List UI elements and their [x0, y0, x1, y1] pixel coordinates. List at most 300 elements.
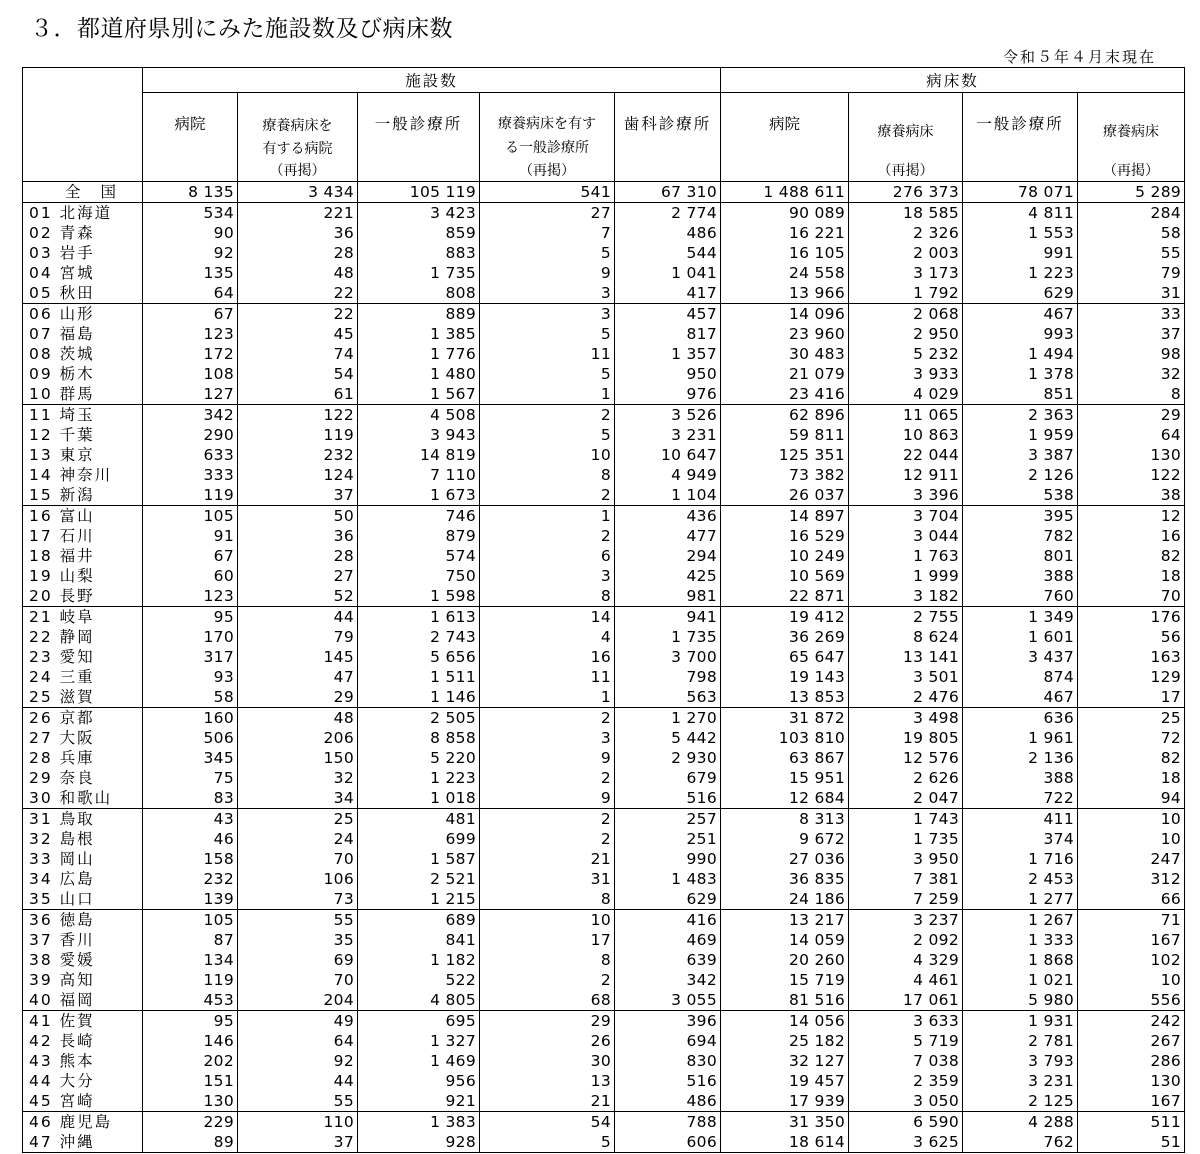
value-cell: 37: [238, 485, 358, 506]
value-cell: 879: [358, 526, 480, 546]
table-row: [23, 990, 1185, 1011]
value-cell: 516: [615, 788, 721, 809]
value-cell: 1 021: [963, 970, 1078, 990]
value-cell: 2: [480, 768, 615, 788]
value-cell: 9: [480, 748, 615, 768]
prefecture-cell: 08 茨城: [23, 344, 143, 364]
header-ltc-clinic: 療養病床を有す る一般診療所 （再掲）: [480, 93, 615, 182]
value-cell: 3 396: [849, 485, 963, 506]
value-cell: 5 980: [963, 990, 1078, 1011]
value-cell: 10: [480, 910, 615, 931]
value-cell: 2 125: [963, 1091, 1078, 1112]
table-row: [23, 809, 1185, 830]
value-cell: 102: [1078, 950, 1185, 970]
value-cell: 13 141: [849, 647, 963, 667]
value-cell: 79: [238, 627, 358, 647]
value-cell: 170: [143, 627, 238, 647]
value-cell: 2 950: [849, 324, 963, 344]
table-row: [23, 566, 1185, 586]
value-cell: 417: [615, 283, 721, 304]
value-cell: 3 793: [963, 1051, 1078, 1071]
table-row: [23, 425, 1185, 445]
value-cell: 1 469: [358, 1051, 480, 1071]
value-cell: 119: [238, 425, 358, 445]
value-cell: 30: [480, 1051, 615, 1071]
value-cell: 345: [143, 748, 238, 768]
prefecture-cell: 40 福岡: [23, 990, 143, 1011]
value-cell: 3: [480, 728, 615, 748]
value-cell: 90 089: [721, 203, 849, 224]
value-cell: 3 387: [963, 445, 1078, 465]
table-row: [23, 485, 1185, 506]
value-cell: 2 092: [849, 930, 963, 950]
value-cell: 469: [615, 930, 721, 950]
value-cell: 1 041: [615, 263, 721, 283]
value-cell: 11 065: [849, 405, 963, 426]
value-cell: 72: [1078, 728, 1185, 748]
prefecture-cell: 35 山口: [23, 889, 143, 910]
value-cell: 68: [480, 990, 615, 1011]
value-cell: 63 867: [721, 748, 849, 768]
value-cell: 2 476: [849, 687, 963, 708]
value-cell: 10 249: [721, 546, 849, 566]
value-cell: 486: [615, 223, 721, 243]
value-cell: 629: [963, 283, 1078, 304]
value-cell: 21 079: [721, 364, 849, 384]
prefecture-cell: 41 佐賀: [23, 1011, 143, 1032]
table-row: [23, 647, 1185, 667]
value-cell: 47: [238, 667, 358, 687]
table-row: [23, 1112, 1185, 1133]
value-cell: 3 434: [238, 182, 358, 203]
table-row: [23, 627, 1185, 647]
value-cell: 73: [238, 889, 358, 910]
value-cell: 534: [143, 203, 238, 224]
prefecture-cell: 10 群馬: [23, 384, 143, 405]
value-cell: 55: [1078, 243, 1185, 263]
value-cell: 2: [480, 526, 615, 546]
value-cell: 388: [963, 566, 1078, 586]
value-cell: 2 126: [963, 465, 1078, 485]
value-cell: 19 457: [721, 1071, 849, 1091]
value-cell: 25: [238, 809, 358, 830]
value-cell: 36: [238, 526, 358, 546]
value-cell: 1 601: [963, 627, 1078, 647]
value-cell: 56: [1078, 627, 1185, 647]
value-cell: 60: [143, 566, 238, 586]
value-cell: 874: [963, 667, 1078, 687]
value-cell: 1 223: [963, 263, 1078, 283]
table-row: [23, 728, 1185, 748]
value-cell: 993: [963, 324, 1078, 344]
value-cell: 64: [1078, 425, 1185, 445]
value-cell: 2 326: [849, 223, 963, 243]
prefecture-cell: 12 千葉: [23, 425, 143, 445]
value-cell: 388: [963, 768, 1078, 788]
value-cell: 158: [143, 849, 238, 869]
value-cell: 1 104: [615, 485, 721, 506]
prefecture-cell: 03 岩手: [23, 243, 143, 263]
value-cell: 221: [238, 203, 358, 224]
value-cell: 3: [480, 304, 615, 325]
header-facilities: 施設数: [143, 68, 721, 93]
value-cell: 5 289: [1078, 182, 1185, 203]
value-cell: 67: [143, 304, 238, 325]
table-row: [23, 445, 1185, 465]
value-cell: 1 792: [849, 283, 963, 304]
value-cell: 4 508: [358, 405, 480, 426]
table-row: [23, 405, 1185, 426]
value-cell: 3 933: [849, 364, 963, 384]
value-cell: 8: [480, 586, 615, 607]
value-cell: 12 911: [849, 465, 963, 485]
value-cell: 2: [480, 708, 615, 729]
value-cell: 4 288: [963, 1112, 1078, 1133]
value-cell: 25 182: [721, 1031, 849, 1051]
value-cell: 1 587: [358, 849, 480, 869]
value-cell: 139: [143, 889, 238, 910]
value-cell: 70: [238, 970, 358, 990]
value-cell: 956: [358, 1071, 480, 1091]
value-cell: 13 853: [721, 687, 849, 708]
value-cell: 30 483: [721, 344, 849, 364]
value-cell: 64: [143, 283, 238, 304]
value-cell: 457: [615, 304, 721, 325]
table-row: [23, 1071, 1185, 1091]
value-cell: 119: [143, 970, 238, 990]
value-cell: 123: [143, 586, 238, 607]
value-cell: 574: [358, 546, 480, 566]
value-cell: 10: [1078, 970, 1185, 990]
prefecture-cell: 15 新潟: [23, 485, 143, 506]
table-row: [23, 687, 1185, 708]
value-cell: 8: [480, 950, 615, 970]
value-cell: 87: [143, 930, 238, 950]
value-cell: 37: [1078, 324, 1185, 344]
value-cell: 11: [480, 344, 615, 364]
value-cell: 8 135: [143, 182, 238, 203]
value-cell: 58: [1078, 223, 1185, 243]
value-cell: 481: [358, 809, 480, 830]
value-cell: 18 614: [721, 1132, 849, 1153]
value-cell: 119: [143, 485, 238, 506]
value-cell: 35: [238, 930, 358, 950]
table-row: [23, 586, 1185, 607]
value-cell: 1 553: [963, 223, 1078, 243]
value-cell: 1 999: [849, 566, 963, 586]
value-cell: 798: [615, 667, 721, 687]
value-cell: 538: [963, 485, 1078, 506]
prefecture-cell: 36 徳島: [23, 910, 143, 931]
prefecture-cell: 16 富山: [23, 506, 143, 527]
value-cell: 14 897: [721, 506, 849, 527]
value-cell: 1 776: [358, 344, 480, 364]
value-cell: 229: [143, 1112, 238, 1133]
value-cell: 312: [1078, 869, 1185, 889]
value-cell: 859: [358, 223, 480, 243]
prefecture-cell: 06 山形: [23, 304, 143, 325]
value-cell: 31 350: [721, 1112, 849, 1133]
value-cell: 10 863: [849, 425, 963, 445]
value-cell: 3 044: [849, 526, 963, 546]
value-cell: 54: [480, 1112, 615, 1133]
value-cell: 32: [1078, 364, 1185, 384]
value-cell: 167: [1078, 930, 1185, 950]
value-cell: 1 511: [358, 667, 480, 687]
value-cell: 782: [963, 526, 1078, 546]
prefecture-cell: 25 滋賀: [23, 687, 143, 708]
value-cell: 2 136: [963, 748, 1078, 768]
value-cell: 54: [238, 364, 358, 384]
value-cell: 976: [615, 384, 721, 405]
table-row: [23, 364, 1185, 384]
value-cell: 49: [238, 1011, 358, 1032]
value-cell: 29: [480, 1011, 615, 1032]
prefecture-cell: 33 岡山: [23, 849, 143, 869]
value-cell: 3 237: [849, 910, 963, 931]
value-cell: 13 966: [721, 283, 849, 304]
value-cell: 44: [238, 1071, 358, 1091]
value-cell: 606: [615, 1132, 721, 1153]
value-cell: 163: [1078, 647, 1185, 667]
value-cell: 129: [1078, 667, 1185, 687]
table-row: [23, 829, 1185, 849]
value-cell: 146: [143, 1031, 238, 1051]
value-cell: 26 037: [721, 485, 849, 506]
prefecture-cell: 32 島根: [23, 829, 143, 849]
value-cell: 2 930: [615, 748, 721, 768]
value-cell: 981: [615, 586, 721, 607]
value-cell: 1 277: [963, 889, 1078, 910]
value-cell: 45: [238, 324, 358, 344]
value-cell: 3 437: [963, 647, 1078, 667]
facility-bed-table: [22, 67, 1185, 1153]
value-cell: 17: [480, 930, 615, 950]
value-cell: 1 480: [358, 364, 480, 384]
value-cell: 29: [238, 687, 358, 708]
value-cell: 123: [143, 324, 238, 344]
value-cell: 486: [615, 1091, 721, 1112]
value-cell: 436: [615, 506, 721, 527]
value-cell: 3 173: [849, 263, 963, 283]
value-cell: 122: [238, 405, 358, 426]
value-cell: 22: [238, 304, 358, 325]
value-cell: 9 672: [721, 829, 849, 849]
value-cell: 78 071: [963, 182, 1078, 203]
value-cell: 5 719: [849, 1031, 963, 1051]
value-cell: 21: [480, 1091, 615, 1112]
header-bed-clinic-ltc: 療養病床 （再掲）: [1078, 93, 1185, 182]
table-row: [23, 243, 1185, 263]
value-cell: 206: [238, 728, 358, 748]
value-cell: 27: [480, 203, 615, 224]
value-cell: 284: [1078, 203, 1185, 224]
value-cell: 55: [238, 1091, 358, 1112]
value-cell: 3 625: [849, 1132, 963, 1153]
value-cell: 1 673: [358, 485, 480, 506]
header-bed-hospital: 病院: [721, 93, 849, 182]
value-cell: 108: [143, 364, 238, 384]
value-cell: 19 412: [721, 607, 849, 628]
value-cell: 167: [1078, 1091, 1185, 1112]
value-cell: 27: [238, 566, 358, 586]
value-cell: 851: [963, 384, 1078, 405]
value-cell: 808: [358, 283, 480, 304]
value-cell: 3 943: [358, 425, 480, 445]
value-cell: 317: [143, 647, 238, 667]
value-cell: 990: [615, 849, 721, 869]
value-cell: 8 624: [849, 627, 963, 647]
prefecture-cell: 39 高知: [23, 970, 143, 990]
value-cell: 563: [615, 687, 721, 708]
table-row: [23, 465, 1185, 485]
value-cell: 3: [480, 566, 615, 586]
value-cell: 5 232: [849, 344, 963, 364]
prefecture-cell: 09 栃木: [23, 364, 143, 384]
value-cell: 37: [238, 1132, 358, 1153]
table-row: [23, 546, 1185, 566]
value-cell: 5 220: [358, 748, 480, 768]
prefecture-cell: 46 鹿児島: [23, 1112, 143, 1133]
prefecture-cell: 43 熊本: [23, 1051, 143, 1071]
value-cell: 1 385: [358, 324, 480, 344]
value-cell: 1: [480, 687, 615, 708]
value-cell: 32 127: [721, 1051, 849, 1071]
header-beds: 病床数: [721, 68, 1185, 93]
prefecture-cell: [23, 182, 143, 203]
table-row: [23, 1031, 1185, 1051]
value-cell: 1 018: [358, 788, 480, 809]
value-cell: 10 569: [721, 566, 849, 586]
prefecture-cell: 14 神奈川: [23, 465, 143, 485]
value-cell: 24: [238, 829, 358, 849]
value-cell: 1 483: [615, 869, 721, 889]
value-cell: 16 529: [721, 526, 849, 546]
table-row: [23, 1051, 1185, 1071]
value-cell: 8: [480, 889, 615, 910]
value-cell: 25: [1078, 708, 1185, 729]
value-cell: 3 231: [963, 1071, 1078, 1091]
value-cell: 516: [615, 1071, 721, 1091]
prefecture-cell: 11 埼玉: [23, 405, 143, 426]
value-cell: 6 590: [849, 1112, 963, 1133]
value-cell: 62 896: [721, 405, 849, 426]
value-cell: 3 231: [615, 425, 721, 445]
prefecture-cell: 19 山梨: [23, 566, 143, 586]
value-cell: 204: [238, 990, 358, 1011]
value-cell: 19 143: [721, 667, 849, 687]
table-row: [23, 889, 1185, 910]
header-bed-ltc: 療養病床 （再掲）: [849, 93, 963, 182]
value-cell: 4: [480, 627, 615, 647]
value-cell: 1 333: [963, 930, 1078, 950]
value-cell: 4 029: [849, 384, 963, 405]
value-cell: 921: [358, 1091, 480, 1112]
value-cell: 1 267: [963, 910, 1078, 931]
value-cell: 5: [480, 364, 615, 384]
value-cell: 5: [480, 324, 615, 344]
value-cell: 145: [238, 647, 358, 667]
header-dental-clinic: 歯科診療所: [615, 93, 721, 182]
value-cell: 74: [238, 344, 358, 364]
value-cell: 1 223: [358, 768, 480, 788]
prefecture-cell: 02 青森: [23, 223, 143, 243]
value-cell: 506: [143, 728, 238, 748]
prefecture-cell: 44 大分: [23, 1071, 143, 1091]
value-cell: 3 423: [358, 203, 480, 224]
value-cell: 2 774: [615, 203, 721, 224]
value-cell: 9: [480, 263, 615, 283]
table-row: [23, 384, 1185, 405]
value-cell: 5: [480, 243, 615, 263]
value-cell: 29: [1078, 405, 1185, 426]
value-cell: 3 950: [849, 849, 963, 869]
value-cell: 1 735: [615, 627, 721, 647]
value-cell: 3 498: [849, 708, 963, 729]
value-cell: 2 626: [849, 768, 963, 788]
value-cell: 14 056: [721, 1011, 849, 1032]
header-hospital: 病院: [143, 93, 238, 182]
value-cell: 69: [238, 950, 358, 970]
value-cell: 67 310: [615, 182, 721, 203]
table-row: [23, 970, 1185, 990]
value-cell: 75: [143, 768, 238, 788]
value-cell: 2 743: [358, 627, 480, 647]
value-cell: 38: [1078, 485, 1185, 506]
value-cell: 20 260: [721, 950, 849, 970]
value-cell: 1 349: [963, 607, 1078, 628]
value-cell: 127: [143, 384, 238, 405]
value-cell: 2: [480, 970, 615, 990]
prefecture-cell: 31 鳥取: [23, 809, 143, 830]
value-cell: 1 959: [963, 425, 1078, 445]
page-title: ３．都道府県別にみた施設数及び病床数: [30, 16, 453, 42]
value-cell: 1 357: [615, 344, 721, 364]
table-row: [23, 788, 1185, 809]
value-cell: 48: [238, 708, 358, 729]
value-cell: 28: [238, 243, 358, 263]
value-cell: 991: [963, 243, 1078, 263]
value-cell: 2 453: [963, 869, 1078, 889]
value-cell: 232: [238, 445, 358, 465]
table-row: [23, 223, 1185, 243]
prefecture-cell: 07 福島: [23, 324, 143, 344]
value-cell: 1 868: [963, 950, 1078, 970]
table-row: [23, 1091, 1185, 1112]
value-cell: 232: [143, 869, 238, 889]
value-cell: 82: [1078, 748, 1185, 768]
value-cell: 70: [238, 849, 358, 869]
value-cell: 1 735: [849, 829, 963, 849]
value-cell: 699: [358, 829, 480, 849]
value-cell: 694: [615, 1031, 721, 1051]
value-cell: 50: [238, 506, 358, 527]
value-cell: 95: [143, 1011, 238, 1032]
value-cell: 16 221: [721, 223, 849, 243]
value-cell: 453: [143, 990, 238, 1011]
value-cell: 342: [615, 970, 721, 990]
value-cell: 110: [238, 1112, 358, 1133]
value-cell: 92: [143, 243, 238, 263]
prefecture-cell: 17 石川: [23, 526, 143, 546]
value-cell: 10 647: [615, 445, 721, 465]
value-cell: 15 719: [721, 970, 849, 990]
value-cell: 762: [963, 1132, 1078, 1153]
value-cell: 7 110: [358, 465, 480, 485]
value-cell: 8 313: [721, 809, 849, 830]
value-cell: 124: [238, 465, 358, 485]
value-cell: 93: [143, 667, 238, 687]
